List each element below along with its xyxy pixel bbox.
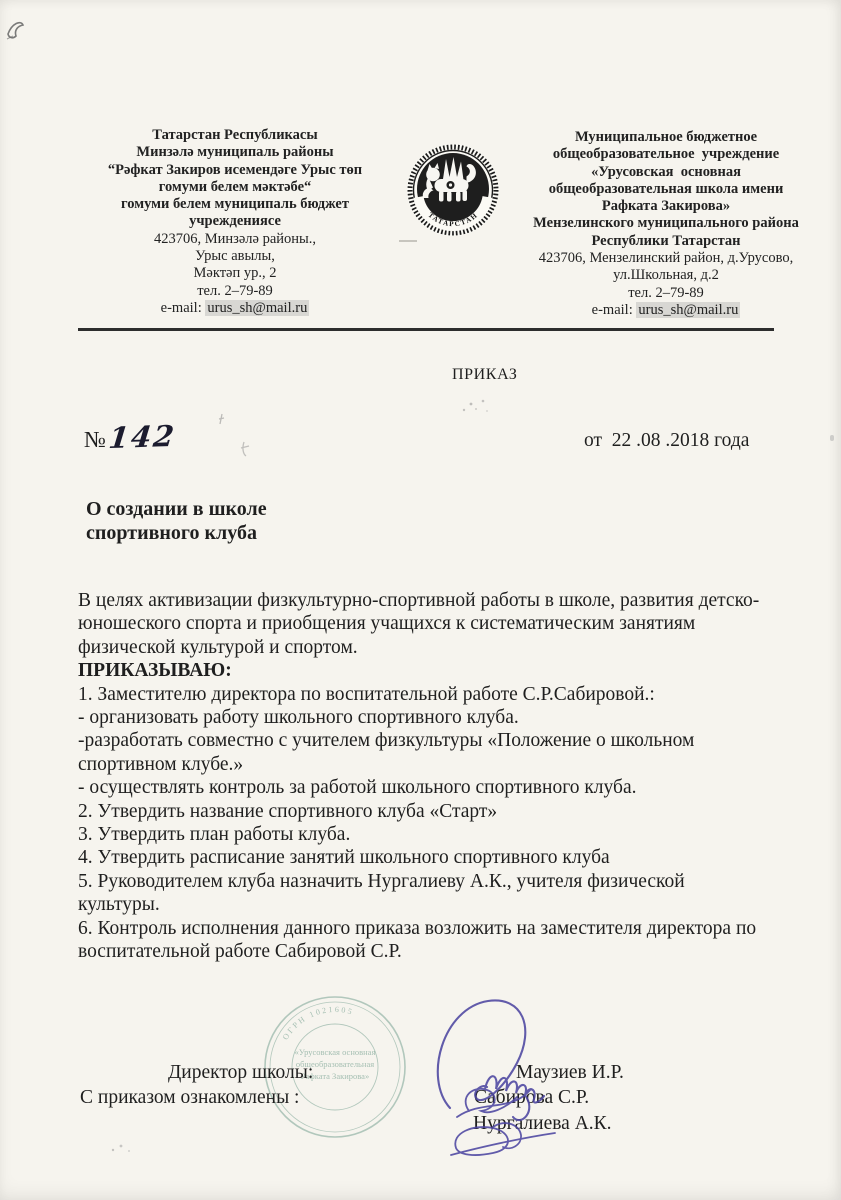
stamp-center-line: Рафката Закирова»: [300, 1071, 370, 1081]
letterhead-right-line: Республики Татарстан: [591, 232, 741, 249]
letterhead-right-line: Рафката Закирова»: [601, 198, 731, 215]
email-value: urus_sh@mail.ru: [207, 299, 308, 316]
body-line: спортивном клубе.»: [78, 753, 244, 775]
acknowledged-name-1: Сабирова С.Р.: [474, 1087, 590, 1108]
order-title: ПРИКАЗ: [452, 366, 518, 383]
body-line: воспитательной работе Сабировой С.Р.: [78, 941, 402, 963]
letterhead-right-line: Муниципальное бюджетное: [574, 129, 758, 145]
order-body: [78, 589, 823, 964]
subject-line: спортивного клуба: [86, 522, 257, 544]
body-line: 2. Утвердить название спортивного клуба «Старт»: [78, 800, 498, 822]
acknowledged-label: С приказом ознакомлены :: [80, 1087, 300, 1108]
acknowledged-name-2: Нургалиева А.К.: [473, 1113, 612, 1134]
letterhead-right-line: общеобразовательное учреждение: [552, 146, 780, 163]
scan-artifact-specks: [458, 396, 492, 416]
letterhead-right-line: Мензелинского муниципального района: [533, 215, 799, 232]
letterhead-right-line: «Урусовская основная: [591, 163, 741, 180]
subject-line: О создании в школе: [86, 498, 267, 520]
letterhead-left-line: Урыс авылы,: [195, 248, 275, 265]
tatarstan-emblem-icon: [405, 143, 501, 239]
nurgalieva-signature-icon: [451, 1123, 555, 1155]
letterhead-left-line: Минзәлә муниципаль районы: [136, 144, 334, 161]
letterhead-left-line: Мәктәп ур., 2: [193, 265, 277, 282]
director-signature-icon: [438, 1000, 544, 1120]
emblem-caption: ТАТАРСТАН: [426, 210, 480, 229]
body-line: В целях активизации физкультурно-спортивной работы в школе, развития детско-: [78, 590, 760, 611]
letterhead-divider: [78, 328, 774, 331]
scan-artifact-corner: [4, 16, 30, 44]
letterhead-right-email: [492, 302, 840, 319]
handwritten-signatures: [393, 983, 608, 1173]
email-value: urus_sh@mail.ru: [638, 301, 739, 318]
stamp-center-line: общеобразовательная: [295, 1059, 375, 1069]
email-label: e-mail:: [160, 299, 206, 316]
scan-artifact-dots: [108, 1140, 138, 1156]
director-name: Маузиев И.Р.: [516, 1062, 624, 1083]
body-line-prikazyvayu: ПРИКАЗЫВАЮ:: [78, 660, 232, 682]
body-line: физической культурой и спортом.: [78, 636, 358, 658]
body-line: 6. Контроль исполнения данного приказа возложить на заместителя директора по: [78, 917, 757, 939]
letterhead-left-line: учреждениясе: [189, 213, 281, 230]
order-date: от 22 .08 .2018 года: [584, 430, 750, 451]
scan-artifact-speck: [830, 435, 834, 441]
letterhead-left-line: Татарстан Республикасы: [152, 127, 318, 143]
body-line: культуры.: [78, 894, 160, 916]
email-label: e-mail:: [591, 301, 637, 318]
body-line: юношеского спорта и приобщения учащихся к систематическим занятиям: [78, 613, 696, 635]
order-subject: [86, 497, 267, 545]
letterhead-left-email: [66, 300, 404, 317]
scan-artifact-pencil-marks: [216, 412, 256, 458]
letterhead-right-line: ул.Школьная, д.2: [613, 267, 719, 284]
letterhead-left-line: “Рәфкат Закиров исемендәге Урыс төп: [107, 161, 363, 178]
order-number: [84, 420, 176, 454]
letterhead-left-line: тел. 2–79-89: [197, 282, 273, 299]
number-sign: №: [84, 427, 106, 452]
letterhead-left-line: гомуми белем мәктәбе“: [158, 178, 312, 195]
body-line: -разработать совместно с учителем физкультуры «Положение о школьном: [78, 730, 695, 752]
letterhead-left: [66, 127, 404, 317]
body-line: 1. Заместителю директора по воспитательной работе С.Р.Сабировой.:: [78, 683, 655, 705]
letterhead-right-line: 423706, Мензелинский район, д.Урусово,: [538, 250, 794, 267]
letterhead-right-line: тел. 2–79-89: [628, 284, 704, 301]
letterhead-left-line: гомуми белем муниципаль бюджет: [121, 196, 349, 213]
body-line: - организовать работу школьного спортивного клуба.: [78, 707, 519, 729]
stamp-center-line: «Урусовская основная: [294, 1047, 376, 1057]
svg-text:ОГРН 1021605: [281, 1005, 355, 1042]
order-number-handwritten: 142: [107, 418, 178, 456]
letterhead-right: [492, 129, 840, 319]
stamp-ring-text: ОГРН 1021605: [280, 1004, 355, 1042]
body-line: 4. Утвердить расписание занятий школьного спортивного клуба: [78, 847, 610, 869]
body-line: 5. Руководителем клуба назначить Нургалиеву А.К., учителя физической: [78, 870, 685, 892]
body-line: 3. Утвердить план работы клуба.: [78, 824, 351, 846]
body-line: - осуществлять контроль за работой школьного спортивного клуба.: [78, 777, 637, 799]
letterhead-left-line: 423706, Минзәлә районы.,: [153, 230, 317, 247]
director-label: Директор школы:: [168, 1062, 314, 1083]
letterhead-right-line: общеобразовательная школа имени: [548, 180, 784, 197]
